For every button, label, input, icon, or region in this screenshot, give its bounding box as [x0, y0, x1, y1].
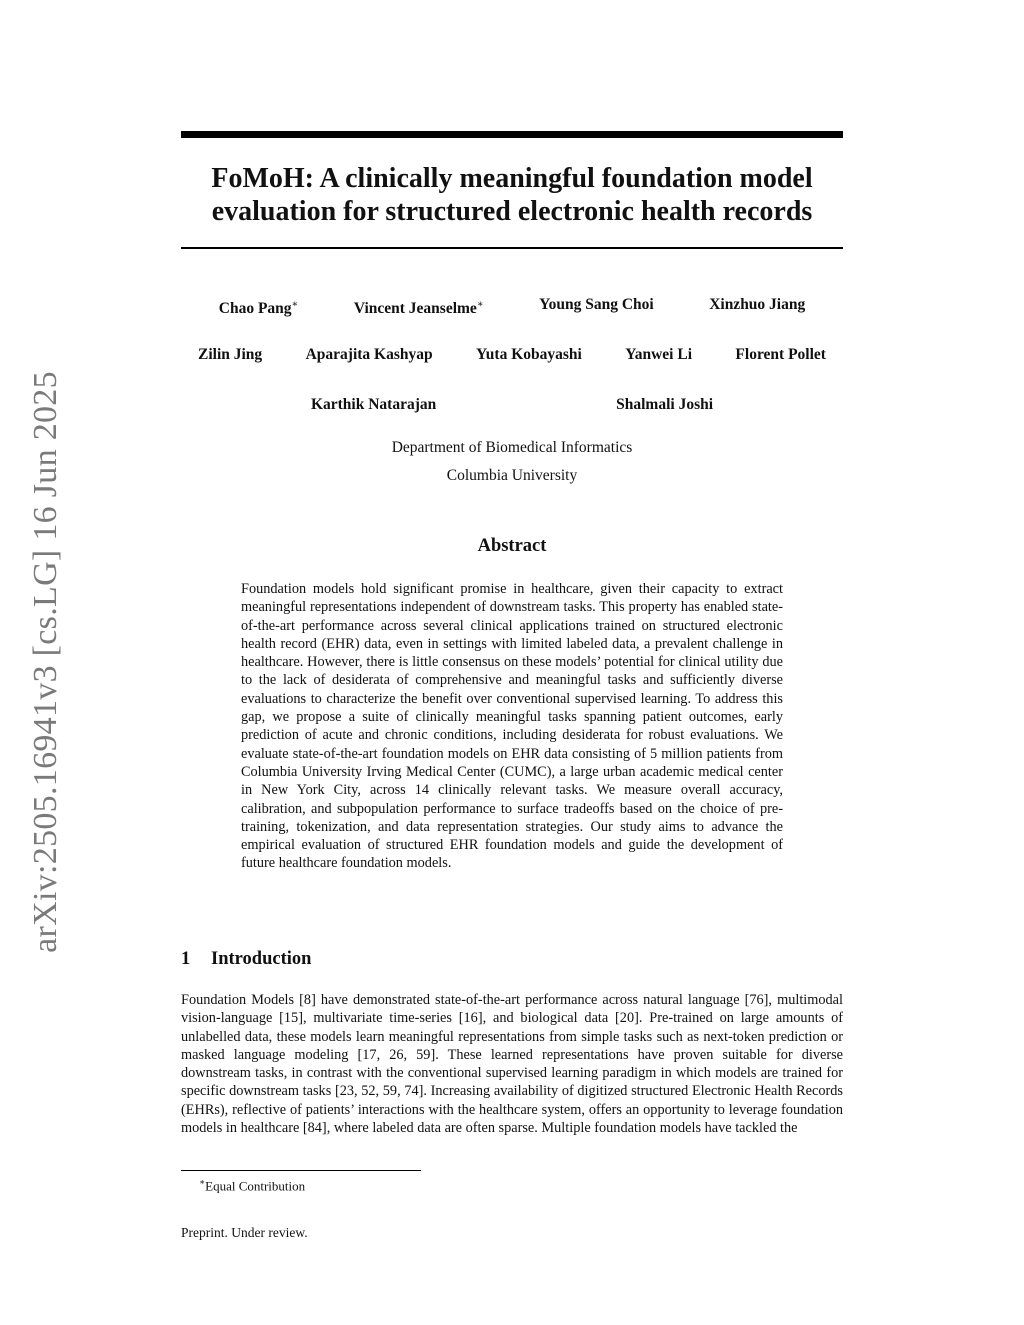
- equal-contribution-mark: ∗: [291, 299, 299, 310]
- author-row-3: [181, 395, 843, 415]
- author: Yuta Kobayashi: [476, 346, 582, 363]
- author: Karthik Natarajan: [310, 396, 437, 413]
- author: Florent Pollet: [735, 346, 826, 363]
- author: Shalmali Joshi: [616, 396, 714, 413]
- section-number: 1: [181, 949, 191, 969]
- paper-title-line-1: FoMoH: A clinically meaningful foundation model: [211, 163, 813, 194]
- author: Vincent Jeanselme∗: [353, 299, 484, 318]
- affiliation-department: Department of Biomedical Informatics: [391, 439, 633, 456]
- abstract-text: Foundation models hold significant promise in healthcare, given their capacity to extract meaningful representations independent of downstream tasks. This property has enabled state-of-the-art performance across several clinical applications trained on structured electronic health record (EHR) data, even in settings with limited labeled data, a prevalent challenge in healthcare. However, there is little consensus on these models’ potential for clinical utility due to the lack of desiderata of comprehensive and meaningful tasks and sufficiently diverse evaluations to characterize the benefit over conventional supervised learning. To address this gap, we propose a suite of clinically meaningful tasks spanning patient outcomes, early prediction of acute and chronic conditions, including desiderata for robust evaluations. We evaluate state-of-the-art foundation models on EHR data consisting of 5 million patients from Columbia University Irving Medical Center (CUMC), a large urban academic medical center in New York City, across 14 clinically relevant tasks. We measure overall accuracy, calibration, and subpopulation performance to surface tradeoffs based on the choice of pre-training, tokenization, and data representation strategies. Our study aims to advance the empirical evaluation of structured EHR foundation models and guide the development of future healthcare foundation models.: [241, 581, 783, 872]
- introduction-text: Foundation Models [8] have demonstrated state-of-the-art performance across natural language [76], multimodal vision-language [15], multivariate time-series [16], and biological data [20]. Pre-trained on large amounts of unlabelled data, these models learn meaningful representations from simple tasks such as next-token prediction or masked language modeling [17, 26, 59]. These learned representations have proven suitable for diverse downstream tasks, in contrast with the conventional supervised learning paradigm in which models are trained for specific downstream tasks [23, 52, 59, 74]. Increasing availability of digitized structured Electronic Health Records (EHRs), reflective of patients’ interactions with the healthcare system, offers an opportunity to leverage foundation models in healthcare [84], where labeled data are often sparse. Multiple foundation models have tackled the: [181, 992, 843, 1137]
- arxiv-identifier-stamp: arXiv:2505.16941v3 [cs.LG] 16 Jun 2025: [27, 371, 64, 953]
- author-row-1: [181, 295, 843, 319]
- author: Zilin Jing: [198, 346, 263, 363]
- title-top-rule: [181, 131, 843, 138]
- author: Young Sang Choi: [539, 296, 654, 313]
- section-title: Introduction: [211, 949, 312, 969]
- footnote-rule: [181, 1170, 421, 1171]
- author: Chao Pang∗: [218, 299, 299, 318]
- paper-title: [181, 162, 843, 228]
- footnote: [199, 1174, 305, 1194]
- equal-contribution-mark: ∗: [476, 299, 484, 310]
- abstract-heading: Abstract: [477, 536, 547, 556]
- title-bottom-rule: [181, 247, 843, 249]
- author: Xinzhuo Jiang: [709, 296, 806, 313]
- footnote-text: Equal Contribution: [205, 1178, 306, 1194]
- paper-title-line-2: evaluation for structured electronic health records: [211, 196, 813, 227]
- affiliation-university: Columbia University: [446, 467, 578, 484]
- section-heading-introduction: [181, 947, 311, 971]
- author-row-2: [181, 345, 843, 365]
- preprint-note: Preprint. Under review.: [181, 1225, 308, 1240]
- author: Yanwei Li: [625, 346, 693, 363]
- author: Aparajita Kashyap: [305, 346, 433, 363]
- footnote-mark: ∗: [199, 1177, 206, 1187]
